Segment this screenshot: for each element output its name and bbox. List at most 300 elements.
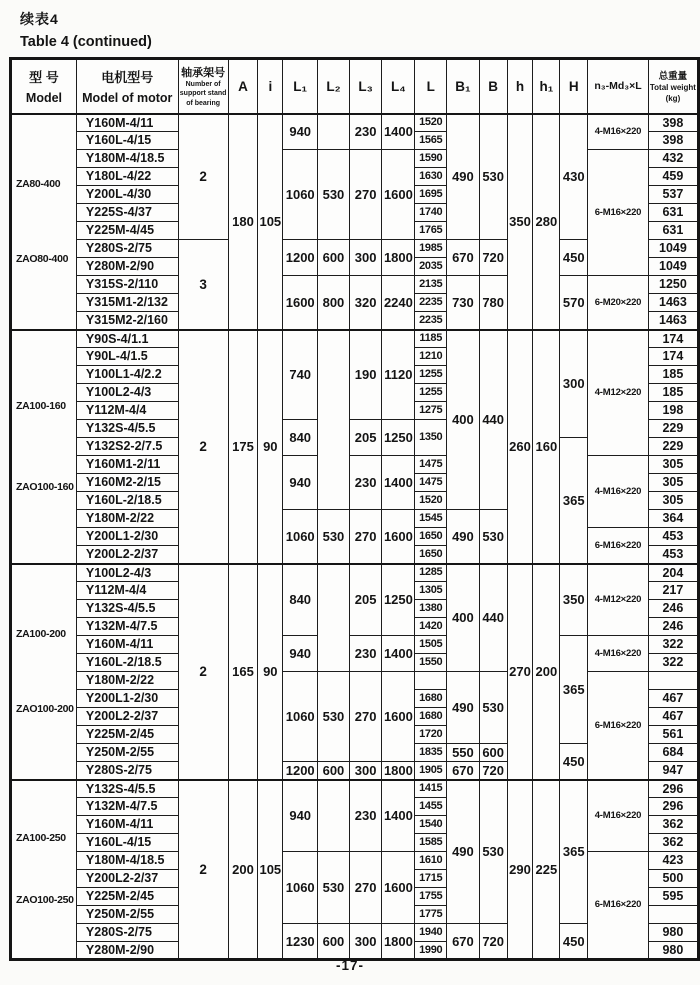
motor-cell: Y315M1-2/132 xyxy=(76,294,178,312)
l-cell: 1350 xyxy=(415,420,447,456)
weight-cell: 398 xyxy=(648,114,698,132)
l2-cell xyxy=(318,114,350,150)
weight-cell: 684 xyxy=(648,744,698,762)
l-cell: 1380 xyxy=(415,600,447,618)
b1-cell: 670 xyxy=(447,762,480,780)
col-header-B1: B₁ xyxy=(447,59,480,114)
l-cell: 2235 xyxy=(415,312,447,330)
col-header-model: 型 号 Model xyxy=(11,59,77,114)
l2-cell: 530 xyxy=(318,672,350,762)
l1-cell: 1060 xyxy=(283,672,318,762)
l1-cell: 940 xyxy=(283,114,318,150)
motor-cell: Y225M-4/45 xyxy=(76,222,178,240)
motor-cell: Y180M-4/18.5 xyxy=(76,150,178,168)
model-cell xyxy=(11,330,77,564)
l-cell: 1680 xyxy=(415,690,447,708)
l4-cell: 1600 xyxy=(382,852,415,924)
l-cell: 1520 xyxy=(415,114,447,132)
col-header-bearing: 轴承架号 Number of support stand of bearing xyxy=(178,59,228,114)
weight-cell: 631 xyxy=(648,222,698,240)
l-cell: 1255 xyxy=(415,366,447,384)
motor-cell: Y200L-4/30 xyxy=(76,186,178,204)
bearing-cell: 2 xyxy=(178,114,228,240)
weight-cell: 296 xyxy=(648,798,698,816)
bearing-cell: 3 xyxy=(178,240,228,330)
weight-cell: 217 xyxy=(648,582,698,600)
l3-cell: 300 xyxy=(349,924,382,960)
weight-cell: 229 xyxy=(648,420,698,438)
n3-cell: 4-M12×220 xyxy=(588,564,649,636)
l-cell: 1475 xyxy=(415,456,447,474)
n3-cell: 4-M16×220 xyxy=(588,636,649,672)
weight-cell: 467 xyxy=(648,708,698,726)
l1-cell: 1230 xyxy=(283,924,318,960)
i-cell: 90 xyxy=(258,564,283,780)
l3-cell: 230 xyxy=(349,114,382,150)
motor-cell: Y250M-2/55 xyxy=(76,744,178,762)
b1-cell: 670 xyxy=(447,924,480,960)
l1-cell: 840 xyxy=(283,420,318,456)
l4-cell: 1400 xyxy=(382,456,415,510)
col-header-n3-Md3xL: n₃-Md₃×L xyxy=(588,59,649,114)
l1-cell: 1060 xyxy=(283,510,318,564)
motor-cell: Y280M-2/90 xyxy=(76,258,178,276)
motor-cell: Y280M-2/90 xyxy=(76,942,178,960)
l-cell: 1475 xyxy=(415,474,447,492)
l3-cell: 300 xyxy=(349,240,382,276)
motor-cell: Y225S-4/37 xyxy=(76,204,178,222)
l-cell: 1565 xyxy=(415,132,447,150)
n3-cell: 4-M16×220 xyxy=(588,456,649,528)
col-header-H: H xyxy=(560,59,588,114)
l3-cell: 270 xyxy=(349,852,382,924)
model-cell xyxy=(11,114,77,330)
l3-cell: 230 xyxy=(349,456,382,510)
motor-cell: Y180M-2/22 xyxy=(76,672,178,690)
weight-cell: 1463 xyxy=(648,312,698,330)
l1-cell: 1600 xyxy=(283,276,318,330)
motor-cell: Y280S-2/75 xyxy=(76,924,178,942)
weight-cell: 631 xyxy=(648,204,698,222)
table-body xyxy=(11,114,699,960)
weight-cell: 1049 xyxy=(648,258,698,276)
l-cell: 1420 xyxy=(415,618,447,636)
motor-cell: Y180M-2/22 xyxy=(76,510,178,528)
motor-cell: Y112M-4/4 xyxy=(76,582,178,600)
col-header-L1: L₁ xyxy=(283,59,318,114)
l-cell: 2235 xyxy=(415,294,447,312)
l2-cell: 530 xyxy=(318,150,350,240)
col-header-L3: L₃ xyxy=(349,59,382,114)
bearing-cell: 2 xyxy=(178,330,228,564)
l-cell: 1545 xyxy=(415,510,447,528)
motor-cell: Y315M2-2/160 xyxy=(76,312,178,330)
weight-cell: 453 xyxy=(648,546,698,564)
l1-cell: 940 xyxy=(283,456,318,510)
h-cell: 260 xyxy=(507,330,533,564)
l-cell: 1695 xyxy=(415,186,447,204)
l-cell: 1650 xyxy=(415,528,447,546)
l-cell: 1650 xyxy=(415,546,447,564)
l-cell: 2135 xyxy=(415,276,447,294)
n3-cell: 6-M20×220 xyxy=(588,276,649,330)
l-cell: 1755 xyxy=(415,888,447,906)
weight-cell: 246 xyxy=(648,600,698,618)
n3-cell: 6-M16×220 xyxy=(588,150,649,276)
weight-cell: 296 xyxy=(648,780,698,798)
l-cell: 1680 xyxy=(415,708,447,726)
weight-cell: 246 xyxy=(648,618,698,636)
l-cell: 1835 xyxy=(415,744,447,762)
n3-cell: 4-M16×220 xyxy=(588,780,649,852)
l3-cell: 300 xyxy=(349,762,382,780)
l3-cell: 230 xyxy=(349,636,382,672)
model-label: ZAO100-200 xyxy=(16,702,74,715)
b1-cell: 490 xyxy=(447,672,480,744)
h-cell: 365 xyxy=(560,438,588,564)
weight-cell: 1463 xyxy=(648,294,698,312)
h-cell: 270 xyxy=(507,564,533,780)
h1-cell: 280 xyxy=(533,114,560,330)
motor-cell: Y160M2-2/15 xyxy=(76,474,178,492)
motor-cell: Y280S-2/75 xyxy=(76,240,178,258)
l-cell: 1775 xyxy=(415,906,447,924)
l-cell: 1940 xyxy=(415,924,447,942)
l2-cell: 800 xyxy=(318,276,350,330)
l1-cell: 740 xyxy=(283,330,318,420)
l2-cell: 600 xyxy=(318,924,350,960)
model-labels xyxy=(12,331,76,563)
weight-cell: 467 xyxy=(648,690,698,708)
weight-cell: 1250 xyxy=(648,276,698,294)
col-header-A: A xyxy=(228,59,258,114)
weight-cell: 364 xyxy=(648,510,698,528)
table-title-cn: 续表4 xyxy=(20,11,59,27)
l-cell: 1540 xyxy=(415,816,447,834)
b1-cell: 490 xyxy=(447,510,480,564)
motor-cell: Y90L-4/1.5 xyxy=(76,348,178,366)
col-header-L2: L₂ xyxy=(318,59,350,114)
l-cell: 1765 xyxy=(415,222,447,240)
l-cell: 1990 xyxy=(415,942,447,960)
l4-cell: 2240 xyxy=(382,276,415,330)
motor-cell: Y200L1-2/30 xyxy=(76,690,178,708)
l-cell: 1905 xyxy=(415,762,447,780)
l1-cell: 1060 xyxy=(283,150,318,240)
l-cell: 1210 xyxy=(415,348,447,366)
l3-cell: 270 xyxy=(349,150,382,240)
l-cell: 1520 xyxy=(415,492,447,510)
l-cell: 1505 xyxy=(415,636,447,654)
weight-cell: 305 xyxy=(648,474,698,492)
l-cell: 1185 xyxy=(415,330,447,348)
b1-cell: 490 xyxy=(447,114,480,240)
a-cell: 200 xyxy=(228,780,258,960)
b1-cell: 400 xyxy=(447,564,480,672)
b-cell: 600 xyxy=(479,744,507,762)
motor-cell: Y132S-4/5.5 xyxy=(76,780,178,798)
l1-cell: 1060 xyxy=(283,852,318,924)
n3-cell: 6-M16×220 xyxy=(588,672,649,780)
page-number: -17- xyxy=(335,958,364,973)
model-label: ZAO80-400 xyxy=(16,252,69,265)
h-cell: 300 xyxy=(560,330,588,438)
l3-cell: 205 xyxy=(349,420,382,456)
l-cell: 1585 xyxy=(415,834,447,852)
motor-cell: Y200L2-2/37 xyxy=(76,708,178,726)
b1-cell: 490 xyxy=(447,780,480,924)
b-cell: 440 xyxy=(479,330,507,510)
weight-cell: 1049 xyxy=(648,240,698,258)
col-header-L: L xyxy=(415,59,447,114)
weight-cell: 174 xyxy=(648,330,698,348)
l4-cell: 1400 xyxy=(382,636,415,672)
motor-cell: Y160L-4/15 xyxy=(76,132,178,150)
motor-cell: Y225M-2/45 xyxy=(76,726,178,744)
model-cell xyxy=(11,780,77,960)
weight-cell: 362 xyxy=(648,834,698,852)
l3-cell: 320 xyxy=(349,276,382,330)
l4-cell: 1400 xyxy=(382,114,415,150)
h-cell: 450 xyxy=(560,744,588,780)
motor-cell: Y132M-4/7.5 xyxy=(76,618,178,636)
l-cell: 1740 xyxy=(415,204,447,222)
i-cell: 105 xyxy=(258,114,283,330)
motor-cell: Y200L2-2/37 xyxy=(76,546,178,564)
b-cell: 720 xyxy=(479,924,507,960)
l2-cell: 600 xyxy=(318,240,350,276)
h1-cell: 160 xyxy=(533,330,560,564)
b-cell: 440 xyxy=(479,564,507,672)
h-cell: 430 xyxy=(560,114,588,240)
motor-cell: Y160M-4/11 xyxy=(76,816,178,834)
l-cell: 1715 xyxy=(415,870,447,888)
l-cell: 1255 xyxy=(415,384,447,402)
model-label: ZA80-400 xyxy=(16,177,61,190)
motor-cell: Y90S-4/1.1 xyxy=(76,330,178,348)
l4-cell: 1250 xyxy=(382,564,415,636)
h-cell: 450 xyxy=(560,240,588,276)
l3-cell: 270 xyxy=(349,510,382,564)
l-cell: 1550 xyxy=(415,654,447,672)
motor-cell: Y225M-2/45 xyxy=(76,888,178,906)
l-cell: 2035 xyxy=(415,258,447,276)
model-label: ZA100-160 xyxy=(16,399,66,412)
a-cell: 180 xyxy=(228,114,258,330)
bearing-cell: 2 xyxy=(178,780,228,960)
weight-cell: 185 xyxy=(648,384,698,402)
l4-cell: 1800 xyxy=(383,762,413,778)
spec-table xyxy=(9,57,700,961)
model-label: ZAO100-160 xyxy=(16,480,74,493)
motor-cell: Y132S-4/5.5 xyxy=(76,420,178,438)
weight-cell: 322 xyxy=(648,636,698,654)
page-titles xyxy=(0,0,700,50)
weight-cell: 322 xyxy=(648,654,698,672)
l2-cell: 530 xyxy=(318,852,350,924)
col-header-h1: h₁ xyxy=(533,59,560,114)
weight-cell: 305 xyxy=(648,456,698,474)
l4-cell: 1800 xyxy=(382,240,415,276)
motor-cell: Y160L-2/18.5 xyxy=(76,492,178,510)
h-cell: 365 xyxy=(560,780,588,924)
l-cell: 1415 xyxy=(415,780,447,798)
model-label: ZA100-200 xyxy=(16,627,66,640)
table-title-en: Table 4 (continued) xyxy=(20,34,152,50)
b-cell: 530 xyxy=(479,672,507,744)
i-cell: 90 xyxy=(258,330,283,564)
weight-cell xyxy=(648,672,698,690)
motor-cell: Y280S-2/75 xyxy=(76,762,178,780)
motor-cell: Y112M-4/4 xyxy=(76,402,178,420)
b-cell: 780 xyxy=(479,276,507,330)
col-header-motor: 电机型号 Model of motor xyxy=(76,59,178,114)
motor-cell: Y315S-2/110 xyxy=(76,276,178,294)
h-cell: 350 xyxy=(507,114,533,330)
l-cell: 1985 xyxy=(415,240,447,258)
weight-cell: 198 xyxy=(648,402,698,420)
motor-cell: Y132S-4/5.5 xyxy=(76,600,178,618)
b-cell: 720 xyxy=(479,762,507,780)
l1-cell: 840 xyxy=(283,564,318,636)
l1-cell: 1200 xyxy=(283,762,318,780)
b1-cell: 550 xyxy=(447,744,480,762)
weight-cell: 305 xyxy=(648,492,698,510)
weight-cell: 459 xyxy=(648,168,698,186)
l1-cell: 1200 xyxy=(283,240,318,276)
l-cell: 1590 xyxy=(415,150,447,168)
h-cell: 350 xyxy=(560,564,588,636)
model-label: ZA100-250 xyxy=(16,831,66,844)
l4-cell: 1600 xyxy=(382,150,415,240)
weight-cell: 500 xyxy=(648,870,698,888)
b-cell: 530 xyxy=(479,114,507,240)
b1-cell: 400 xyxy=(447,330,480,510)
motor-cell: Y132S2-2/7.5 xyxy=(76,438,178,456)
n3-cell: 4-M12×220 xyxy=(588,330,649,456)
n3-cell: 6-M16×220 xyxy=(588,528,649,564)
l4-cell: 1400 xyxy=(382,780,415,852)
b-cell: 530 xyxy=(479,510,507,564)
weight-cell: 561 xyxy=(648,726,698,744)
table-header-row xyxy=(11,59,699,114)
h-cell: 570 xyxy=(560,276,588,330)
a-cell: 165 xyxy=(228,564,258,780)
a-cell: 175 xyxy=(228,330,258,564)
b-cell: 720 xyxy=(479,240,507,276)
weight-cell: 229 xyxy=(648,438,698,456)
motor-cell: Y100L2-4/3 xyxy=(76,564,178,582)
weight-cell: 947 xyxy=(648,762,698,780)
motor-cell: Y160M-4/11 xyxy=(76,114,178,132)
l3-cell: 190 xyxy=(349,330,382,420)
motor-cell: Y160M1-2/11 xyxy=(76,456,178,474)
col-header-total-weight: 总重量 Total weight (kg) xyxy=(648,59,698,114)
b1-cell: 670 xyxy=(447,240,480,276)
h1-cell: 200 xyxy=(533,564,560,780)
l2-cell xyxy=(318,330,350,510)
motor-cell: Y160L-4/15 xyxy=(76,834,178,852)
motor-cell: Y200L2-2/37 xyxy=(76,870,178,888)
weight-cell: 432 xyxy=(648,150,698,168)
motor-cell: Y180L-4/22 xyxy=(76,168,178,186)
l-cell: 1455 xyxy=(415,798,447,816)
l2-cell: 530 xyxy=(318,510,350,564)
weight-cell: 423 xyxy=(648,852,698,870)
h-cell: 450 xyxy=(560,924,588,960)
n3-cell: 4-M16×220 xyxy=(588,114,649,150)
weight-cell: 174 xyxy=(648,348,698,366)
col-header-h: h xyxy=(507,59,533,114)
l4-cell: 1120 xyxy=(382,330,415,420)
l-cell: 1305 xyxy=(415,582,447,600)
l-cell: 1285 xyxy=(415,564,447,582)
b1-cell: 730 xyxy=(447,276,480,330)
l1-cell: 940 xyxy=(283,636,318,672)
l4-cell: 1800 xyxy=(382,924,415,960)
l4-cell: 1600 xyxy=(382,510,415,564)
motor-cell: Y100L2-4/3 xyxy=(76,384,178,402)
l1-cell: 940 xyxy=(283,780,318,852)
l-cell: 1275 xyxy=(415,402,447,420)
weight-cell: 980 xyxy=(648,942,698,960)
motor-cell: Y200L1-2/30 xyxy=(76,528,178,546)
model-label: ZAO100-250 xyxy=(16,894,74,907)
motor-cell: Y250M-2/55 xyxy=(76,906,178,924)
h1-cell: 225 xyxy=(533,780,560,960)
n3-cell: 6-M16×220 xyxy=(588,852,649,960)
weight-cell xyxy=(648,906,698,924)
motor-cell: Y180M-4/18.5 xyxy=(76,852,178,870)
col-header-i: i xyxy=(258,59,283,114)
h-cell: 365 xyxy=(560,636,588,744)
model-labels xyxy=(12,115,76,329)
l3-cell: 205 xyxy=(349,564,382,636)
bearing-cell: 2 xyxy=(178,564,228,780)
l-cell: 1610 xyxy=(415,852,447,870)
motor-cell: Y100L1-4/2.2 xyxy=(76,366,178,384)
model-labels xyxy=(12,781,76,959)
weight-cell: 398 xyxy=(648,132,698,150)
weight-cell: 185 xyxy=(648,366,698,384)
weight-cell: 204 xyxy=(648,564,698,582)
b-cell: 530 xyxy=(479,780,507,924)
weight-cell: 362 xyxy=(648,816,698,834)
weight-cell: 537 xyxy=(648,186,698,204)
l3-cell: 270 xyxy=(349,672,382,762)
l2-cell xyxy=(318,564,350,672)
motor-cell: Y132M-4/7.5 xyxy=(76,798,178,816)
weight-cell: 453 xyxy=(648,528,698,546)
model-labels xyxy=(12,565,76,779)
l-cell xyxy=(415,672,447,690)
l2-cell xyxy=(318,780,350,852)
col-header-L4: L₄ xyxy=(382,59,415,114)
motor-cell: Y160M-4/11 xyxy=(76,636,178,654)
l2-cell: 600 xyxy=(318,762,350,780)
col-header-B: B xyxy=(479,59,507,114)
l4-cell: 1600 xyxy=(382,672,415,762)
l-cell: 1720 xyxy=(415,726,447,744)
weight-cell: 980 xyxy=(648,924,698,942)
h-cell: 290 xyxy=(507,780,533,960)
l3-cell: 230 xyxy=(349,780,382,852)
l-cell: 1630 xyxy=(415,168,447,186)
l4-cell: 1250 xyxy=(382,420,415,456)
motor-cell: Y160L-2/18.5 xyxy=(76,654,178,672)
i-cell: 105 xyxy=(258,780,283,960)
weight-cell: 595 xyxy=(648,888,698,906)
